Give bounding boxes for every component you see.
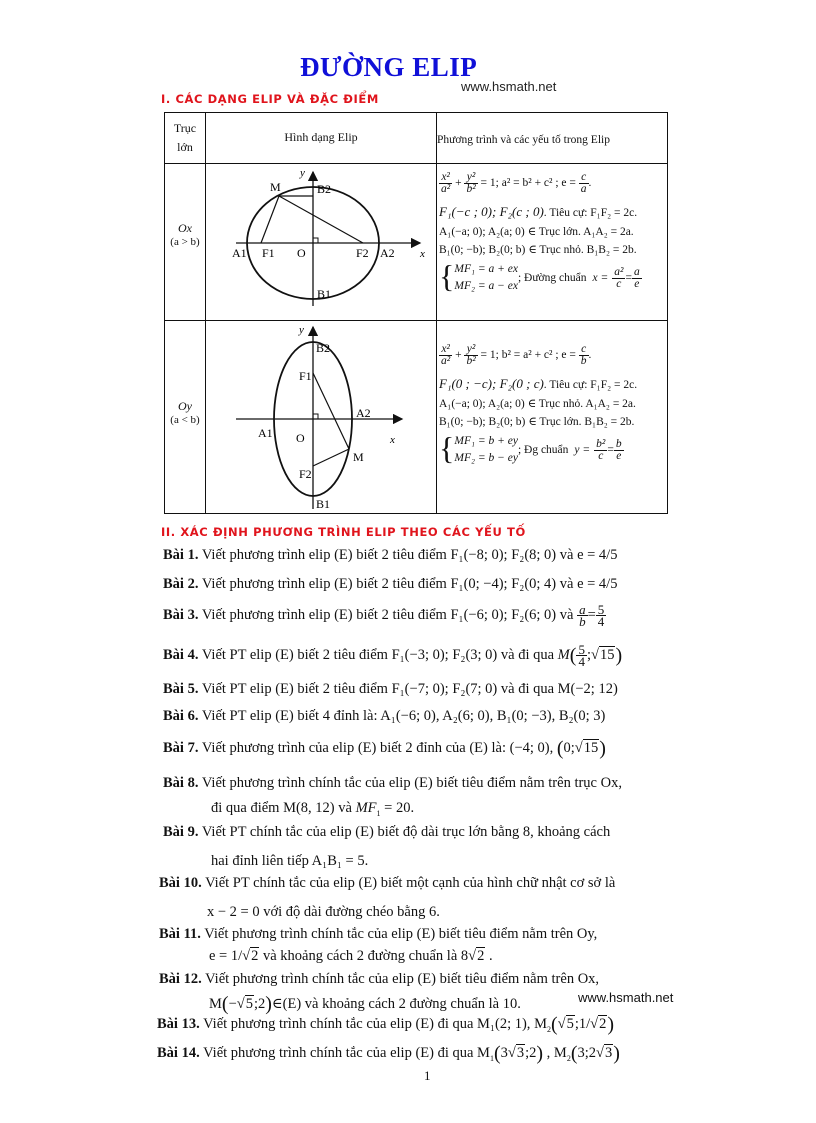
exercise-9: Bài 9. Viết PT chính tắc của elip (E) biết độ dài trục lớn bằng 8, khoảng cách hai đỉnh liên tiếp A₁B₁ = 5. [163, 824, 611, 869]
exercise-2: Bài 2. Viết phương trình elip (E) biết 2 tiêu điểm F₁(0; −4); F₂(0; 4) và e = 4/5 [163, 576, 618, 592]
row-oy-axis: Oy (a < b) [170, 399, 200, 426]
exercise-7: Bài 7. Viết phương trình của elip (E) biết 2 đỉnh của (E) là: (−4; 0), (0;√15) [163, 737, 606, 760]
svg-text:x: x [420, 248, 425, 260]
svg-text:A1: A1 [232, 246, 247, 260]
exercise-5: Bài 5. Viết PT elip (E) biết 2 tiêu điểm F₁(−7; 0); F₂(7; 0) và đi qua M(−2; 12) [163, 681, 618, 697]
svg-text:x: x [390, 434, 395, 446]
svg-text:F2: F2 [299, 467, 312, 481]
header-equation: Phương trình và các yếu tố trong Elip [437, 134, 610, 146]
svg-text:O: O [297, 246, 306, 260]
svg-text:O: O [296, 431, 305, 445]
svg-text:y: y [299, 324, 304, 336]
svg-text:A2: A2 [380, 246, 395, 260]
svg-text:y: y [300, 167, 305, 179]
svg-text:B2: B2 [317, 182, 332, 196]
page-title: ĐƯỜNG ELIP [300, 52, 478, 82]
exercise-12: Bài 12. Viết phương trình chính tắc của elip (E) biết tiêu điểm nằm trên Ox, M(−√5;2)∈(E) và khoảng cách 2 đường chuẩn là 10. [159, 971, 600, 1016]
svg-text:F1: F1 [299, 369, 312, 383]
site-watermark-mid: www.hsmath.net [578, 990, 674, 1005]
exercise-10: Bài 10. Viết PT chính tắc của elip (E) biết một cạnh của hình chữ nhật cơ sở là x − 2 = 0 với độ dài đường chéo bằng 6. [159, 875, 616, 920]
ellipse-ox-diagram [206, 164, 436, 320]
ellipse-table [164, 112, 668, 514]
svg-text:F1: F1 [262, 246, 275, 260]
ellipse-oy-diagram [206, 321, 436, 513]
svg-text:M: M [353, 450, 364, 464]
row-oy-properties: $\frac{\text{x²}}{\text{a²}}$ + $\frac{\text{y²}}{\text{b²}}$ = 1; b² = a² + c² ; e = $\frac{c}{b}$ . F₁(0 ; −c); F₂(0 ; c). Tiêu cự: F₁F₂ = 2c. A₁(−a; 0); A₂(a; 0) ∈ Trục nhỏ. A₁A₂ = 2a. B₁(0; −b); B₂(0; b) ∈ Trục lớn. B₁B₂ = 2b. { MF₁ = b + ey MF₂ = b − ey ; Đg chuẩn y = $\frac{\text{b²}}{c}$ = $\frac{b}{e}$ [439, 342, 638, 466]
svg-text:B1: B1 [316, 497, 331, 511]
row-ox-properties: $\frac{\text{x²}}{\text{a²}}$ + $\frac{\text{y²}}{\text{b²}}$ = 1; a² = b² + c² ; e = $\frac{c}{a}$ . F₁(−c ; 0); F₂(c ; 0). Tiêu cự: F₁F₂ = 2c. A₁(−a; 0); A₂(a; 0) ∈ Trục lớn. A₁A₂ = 2a. B₁(0; −b); B₂(0; b) ∈ Trục nhỏ. B₁B₂ = 2b. { MF₁ = a + ex MF₂ = a − ex ; Đường chuẩn x = $\frac{\text{a²}}{c}$ = $\frac{a}{e}$ [439, 170, 640, 294]
header-major-axis: Trục lớn [173, 121, 197, 154]
svg-text:A1: A1 [258, 426, 273, 440]
exercise-1: Bài 1. Viết phương trình elip (E) biết 2 tiêu điểm F₁(−8; 0); F₂(8; 0) và e = 4/5 [163, 547, 618, 563]
site-watermark: www.hsmath.net [461, 79, 557, 94]
exercise-8: Bài 8. Viết phương trình chính tắc của elip (E) biết tiêu điểm nằm trên trục Ox, đi qua điểm M(8, 12) và $MF_1 = 20$. [163, 775, 622, 818]
svg-text:B2: B2 [316, 341, 331, 355]
row-ox-axis: Ox (a > b) [170, 221, 200, 248]
exercise-13: Bài 13. Viết phương trình chính tắc của elip (E) đi qua M₁(2; 1), $M_2(√5;1/√2)$ [157, 1013, 615, 1036]
exercise-3: Bài 3. Viết phương trình elip (E) biết 2 tiêu điểm F₁(−6; 0); F₂(6; 0) và $\frac{a}{b}$ = $\frac{5}{4}$ [163, 602, 605, 630]
section-heading-2: II. XÁC ĐỊNH PHƯƠNG TRÌNH ELIP THEO CÁC YẾU TỐ [161, 525, 526, 539]
exercise-14: Bài 14. Viết phương trình chính tắc của elip (E) đi qua $M_1(3√3;2)$ , $M_2(3;2√3)$ [157, 1042, 620, 1065]
svg-text:B1: B1 [317, 287, 332, 301]
page-number: 1 [424, 1068, 431, 1083]
section-heading-1: I. CÁC DẠNG ELIP VÀ ĐẶC ĐIỂM [161, 92, 379, 106]
exercise-4: Bài 4. Viết PT elip (E) biết 2 tiêu điểm F₁(−3; 0); F₂(3; 0) và đi qua M( $\frac{5}{4}$ ;√15) [163, 642, 623, 670]
exercise-6: Bài 6. Viết PT elip (E) biết 4 đỉnh là: A₁(−6; 0), A₂(6; 0), B₁(0; −3), B₂(0; 3) [163, 708, 606, 724]
header-shape: Hình dạng Elip [284, 130, 358, 144]
exercise-11: Bài 11. Viết phương trình chính tắc của elip (E) biết tiêu điểm nằm trên Oy, e = 1/√2 và khoảng cách 2 đường chuẩn là 8√2 . [159, 926, 598, 964]
svg-text:A2: A2 [356, 406, 371, 420]
svg-text:F2: F2 [356, 246, 369, 260]
svg-text:M: M [270, 180, 281, 194]
